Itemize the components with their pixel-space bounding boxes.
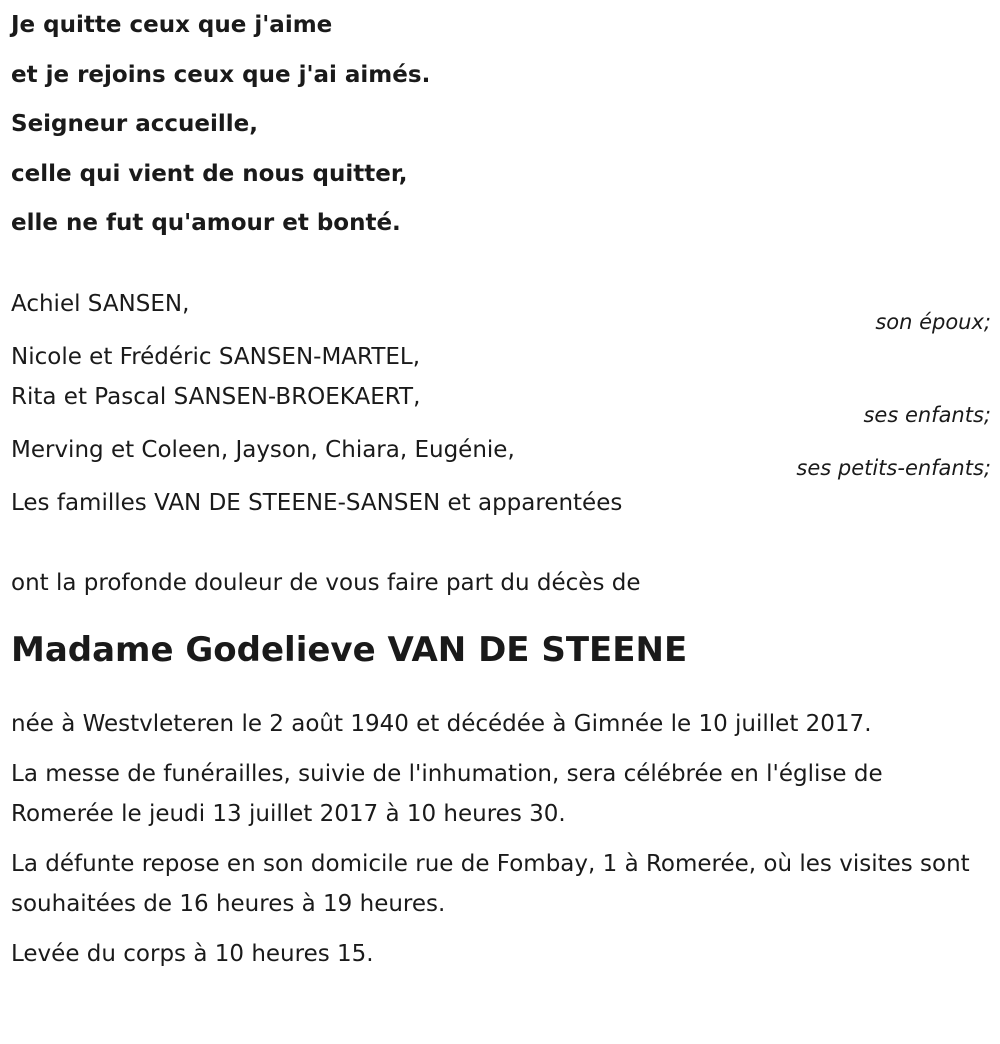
- deceased-name: Madame Godelieve VAN DE STEENE: [11, 629, 688, 670]
- grandchildren-role: ses petits-enfants;: [796, 455, 991, 480]
- announcement: ont la profonde douleur de vous faire part du décès de: [11, 569, 641, 596]
- child-name: Rita et Pascal SANSEN-BROEKAERT,: [11, 383, 421, 410]
- poem-line: Je quitte ceux que j'aime: [11, 12, 333, 38]
- family-section: [11, 284, 991, 523]
- poem-line: Seigneur accueille,: [11, 111, 258, 137]
- birth-death-line: née à Westvleteren le 2 août 1940 et décédée à Gimnée le 10 juillet 2017.: [11, 710, 872, 737]
- levee-line: Levée du corps à 10 heures 15.: [11, 940, 374, 967]
- children-role: ses enfants;: [863, 402, 991, 427]
- spouse-role: son époux;: [875, 309, 991, 334]
- repose-paragraph: La défunte repose en son domicile rue de Fombay, 1 à Romerée, où les visites sont souhaitées de 16 heures à 19 heures.: [11, 850, 970, 917]
- poem-line: elle ne fut qu'amour et bonté.: [11, 210, 401, 236]
- poem-line: et je rejoins ceux que j'ai aimés.: [11, 61, 431, 88]
- poem: [11, 1, 991, 249]
- obituary-notice: [11, 0, 991, 974]
- details-section: [11, 704, 991, 974]
- funeral-paragraph: La messe de funérailles, suivie de l'inhumation, sera célébrée en l'église de Romerée le jeudi 13 juillet 2017 à 10 heures 30.: [11, 760, 883, 827]
- families-line: Les familles VAN DE STEENE-SANSEN et apparentées: [11, 489, 623, 516]
- grandchildren-names: Merving et Coleen, Jayson, Chiara, Eugénie,: [11, 436, 515, 463]
- spouse-name: Achiel SANSEN,: [11, 290, 190, 317]
- child-name: Nicole et Frédéric SANSEN-MARTEL,: [11, 343, 421, 370]
- poem-line: celle qui vient de nous quitter,: [11, 160, 408, 187]
